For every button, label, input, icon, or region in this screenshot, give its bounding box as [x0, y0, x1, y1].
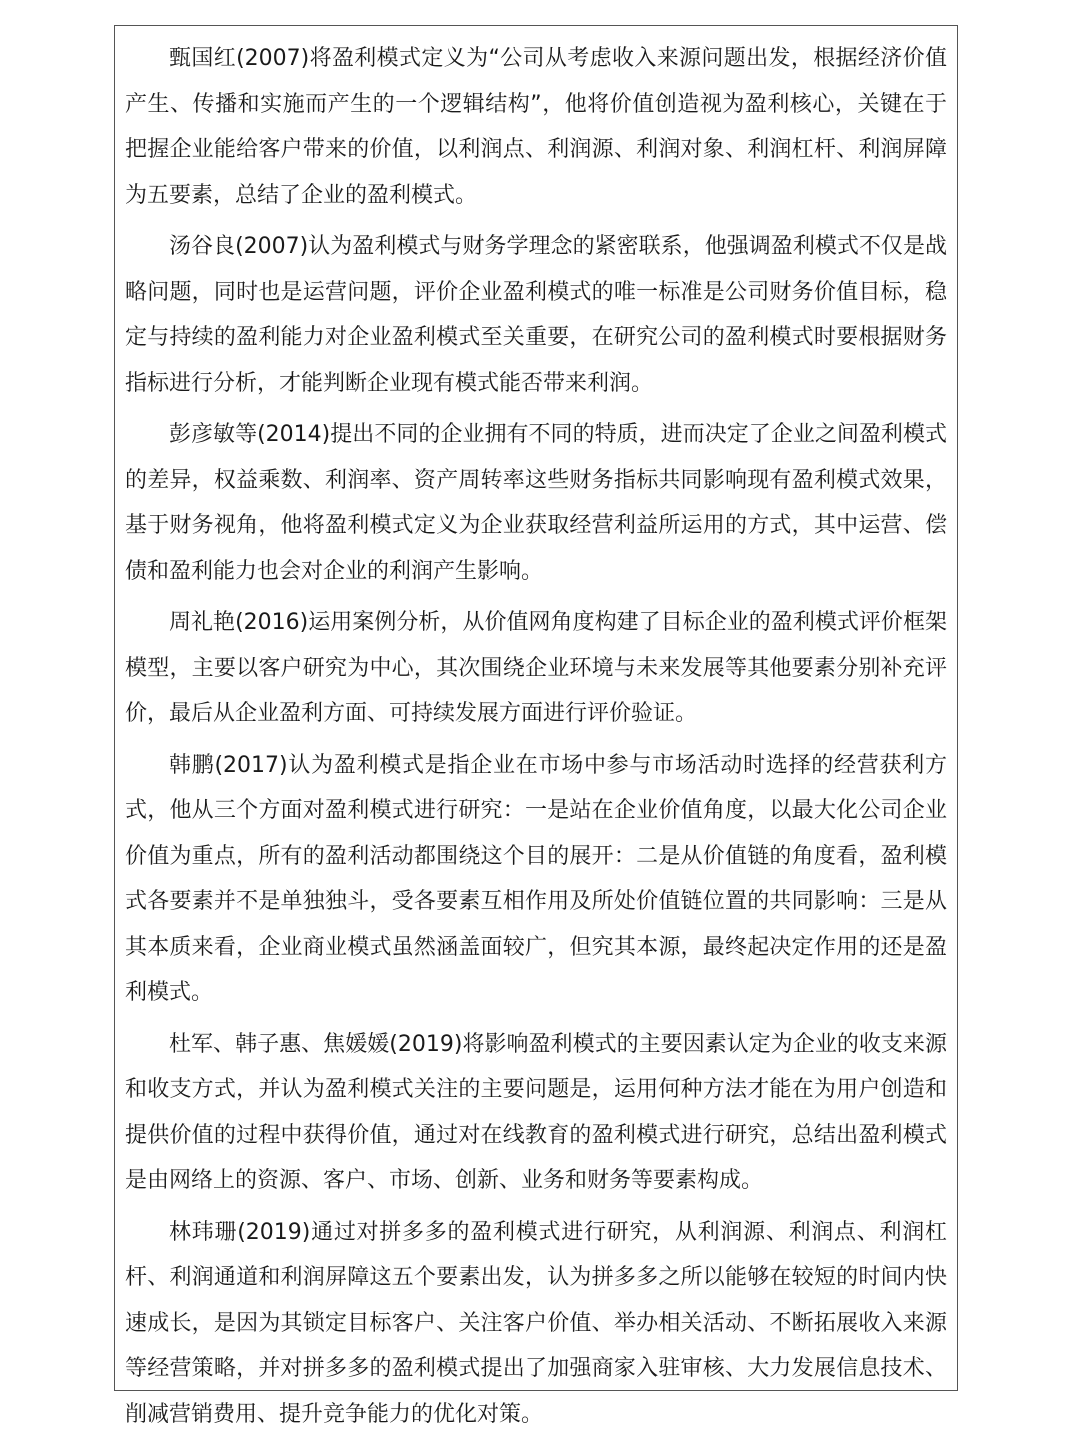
paragraph-du-jun: 杜军、韩子惠、焦媛媛(2019)将影响盈利模式的主要因素认定为企业的收支来源和收支方式，并认为盈利模式关注的主要问题是，运用何种方法才能在为用户创造和提供价值的过程中获得价值，通过对在线教育的盈利模式进行研究，总结出盈利模式是由网络上的资源、客户、市场、创新、业务和财务等要素构成。 — [125, 1031, 947, 1193]
paragraph-tang-guliang: 汤谷良(2007)认为盈利模式与财务学理念的紧密联系，他强调盈利模式不仅是战略问题，同时也是运营问题，评价企业盈利模式的唯一标准是公司财务价值目标，稳定与持续的盈利能力对企业盈利模式至关重要，在研究公司的盈利模式时要根据财务指标进行分析，才能判断企业现有模式能否带来利润。 — [125, 234, 947, 396]
paragraph-zhou-liyan: 周礼艳(2016)运用案例分析，从价值网角度构建了目标企业的盈利模式评价框架模型，主要以客户研究为中心，其次围绕企业环境与未来发展等其他要素分别补充评价，最后从企业盈利方面、可持续发展方面进行评价验证。 — [125, 610, 947, 726]
paragraph-peng-yanmin: 彭彦敏等(2014)提出不同的企业拥有不同的特质，进而决定了企业之间盈利模式的差异，权益乘数、利润率、资产周转率这些财务指标共同影响现有盈利模式效果，基于财务视角，他将盈利模式定义为企业获取经营利益所运用的方式，其中运营、偿债和盈利能力也会对企业的利润产生影响。 — [125, 422, 947, 584]
document-frame — [114, 25, 958, 1427]
paragraph-lin-weishan: 林玮珊(2019)通过对拼多多的盈利模式进行研究，从利润源、利润点、利润杠杆、利润通道和利润屏障这五个要素出发，认为拼多多之所以能够在较短的时间内快速成长，是因为其锁定目标客户、关注客户价值、举办相关活动、不断拓展收入来源等经营策略，并对拼多多的盈利模式提出了加强商家入驻审核、大力发展信息技术、削减营销费用、提升竞争能力的优化对策。 — [125, 1219, 947, 1427]
paragraph-han-peng: 韩鹏(2017)认为盈利模式是指企业在市场中参与市场活动时选择的经营获利方式，他从三个方面对盈利模式进行研究：一是站在企业价值角度，以最大化公司企业价值为重点，所有的盈利活动都围绕这个目的展开：二是从价值链的角度看，盈利模式各要素并不是单独独斗，受各要素互相作用及所处价值链位置的共同影响：三是从其本质来看，企业商业模式虽然涵盖面较广，但究其本源，最终起决定作用的还是盈利模式。 — [125, 752, 947, 1005]
document-body — [125, 36, 947, 1443]
paragraph-zhen-guohong: 甄国红(2007)将盈利模式定义为“公司从考虑收入来源问题出发，根据经济价值产生、传播和实施而产生的一个逻辑结构”，他将价值创造视为盈利核心，关键在于把握企业能给客户带来的价值，以利润点、利润源、利润对象、利润杠杆、利润屏障为五要素，总结了企业的盈利模式。 — [125, 46, 947, 208]
